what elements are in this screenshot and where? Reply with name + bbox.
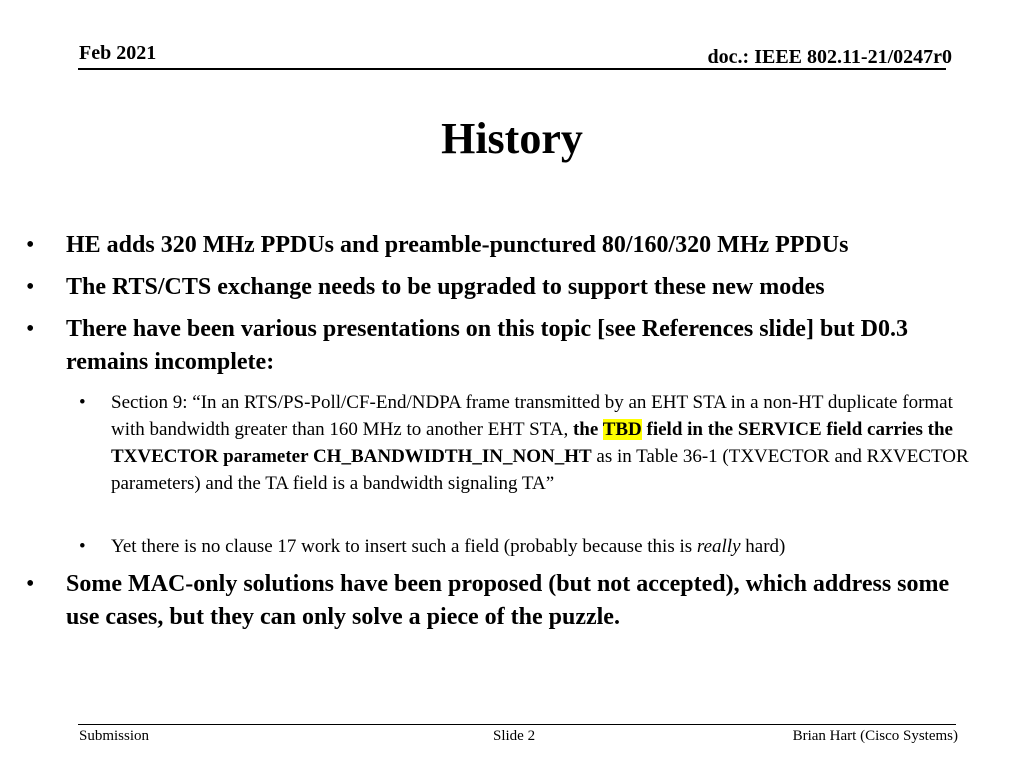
- bullet-4: [26, 568, 966, 634]
- footer-divider: [78, 724, 956, 725]
- sub-bullet-section9: [79, 389, 991, 497]
- bullet-3: [26, 313, 961, 379]
- header-divider: [78, 68, 946, 70]
- footer-author: Brian Hart (Cisco Systems): [792, 728, 958, 744]
- sub-bullet-clause17: [79, 533, 991, 560]
- sub-bullet-marker: •: [79, 392, 86, 413]
- bullet-2: [26, 271, 1001, 304]
- section9-quote-start: Section 9: “In an RTS/PS-Poll/CF-End/NDPA frame transmitted by an EHT STA in a non-HT duplicate format with bandwidth greater than 160 MHz to another EHT STA,: [111, 392, 953, 440]
- tbd-highlight: TBD: [602, 419, 642, 440]
- bullet-4-text: Some MAC-only solutions have been proposed (but not accepted), which address some use cases, but they can only solve a piece of the puzzle.: [66, 571, 950, 630]
- bullet-2-text: The RTS/CTS exchange needs to be upgraded to support these new modes: [66, 274, 825, 300]
- footer-slide-number: Slide 2: [493, 728, 536, 744]
- bullet-1-text: HE adds 320 MHz PPDUs and preamble-punctured 80/160/320 MHz PPDUs: [66, 232, 849, 258]
- slide-title: History: [441, 114, 583, 163]
- bullet-marker: •: [26, 274, 35, 300]
- clause17-text-start: Yet there is no clause 17 work to insert such a field (probably because this is: [111, 536, 697, 557]
- footer-submission: Submission: [79, 728, 150, 744]
- section9-quote-end: as in Table 36-1 (TXVECTOR and RXVECTOR parameters) and the TA field is a bandwidth signaling TA”: [111, 446, 969, 494]
- sub-bullet-marker: •: [79, 536, 86, 557]
- section9-bold-rest: field in the SERVICE field carries the TXVECTOR parameter CH_BANDWIDTH_IN_NON_HT: [111, 419, 953, 467]
- section9-bold-the: the: [572, 419, 603, 440]
- header-doc-id: doc.: IEEE 802.11-21/0247r0: [707, 46, 952, 68]
- bullet-marker: •: [26, 571, 35, 597]
- header-date: Feb 2021: [79, 42, 157, 64]
- clause17-italic-really: really: [696, 536, 741, 557]
- bullet-marker: •: [26, 316, 35, 342]
- clause17-text-end: hard): [740, 536, 786, 557]
- bullet-3-text: There have been various presentations on this topic [see References slide] but D0.3 remains incomplete:: [66, 316, 908, 375]
- bullet-marker: •: [26, 232, 35, 258]
- bullet-1: [26, 229, 1001, 262]
